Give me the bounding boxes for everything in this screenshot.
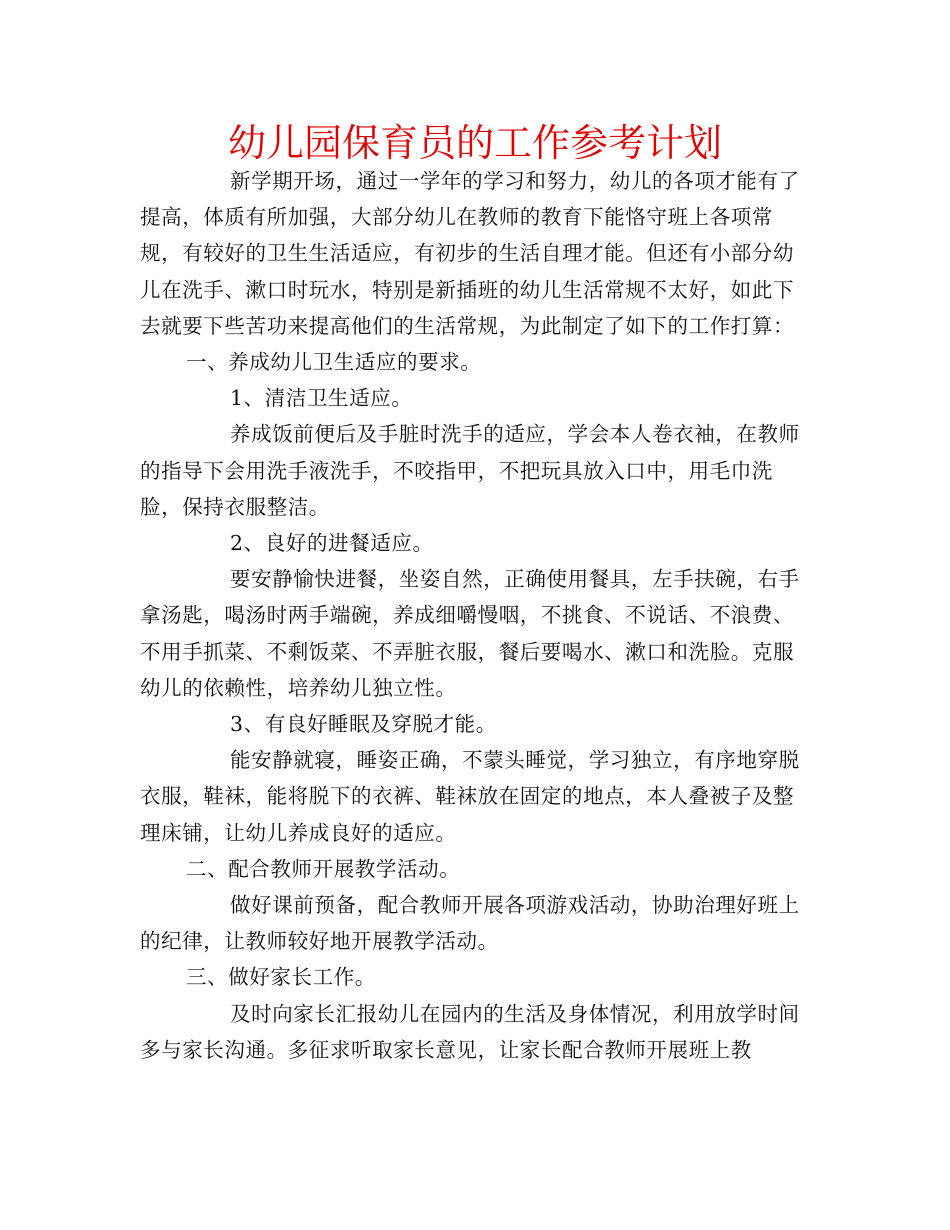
section-2-text: 做好课前预备，配合教师开展各项游戏活动，协助治理好班上的纪律，让教师较好地开展教学活动。 [140,893,800,954]
intro-paragraph: 新学期开场，通过一学年的学习和努力，幼儿的各项才能有了提高，体质有所加强，大部分幼儿在教师的教育下能恪守班上各项常规，有较好的卫生生活适应，有初步的生活自理才能。但还有小部分幼儿在洗手、漱口时玩水，特别是新插班的幼儿生活常规不太好，如此下去就要下些苦功来提高他们的生活常规，为此制定了如下的工作打算： [140,169,800,338]
section-1-item-1-text: 养成饭前便后及手脏时洗手的适应，学会本人卷衣袖，在教师的指导下会用洗手液洗手，不咬指甲，不把玩具放入口中，用毛巾洗脸，保持衣服整洁。 [140,422,800,519]
section-1-item-2-heading: 2、良好的进餐适应。 [230,531,434,556]
section-2-heading: 二、配合教师开展教学活动。 [186,856,461,881]
section-1-item-2-text: 要安静愉快进餐，坐姿自然，正确使用餐具，左手扶碗，右手拿汤匙，喝汤时两手端碗，养成细嚼慢咽，不挑食、不说话、不浪费、不用手抓菜、不剩饭菜、不弄脏衣服，餐后要喝水、漱口和洗脸。克服幼儿的依赖性，培养幼儿独立性。 [140,567,800,700]
section-1-heading: 一、养成幼儿卫生适应的要求。 [186,350,482,375]
section-1-item-3-text: 能安静就寝，睡姿正确，不蒙头睡觉，学习独立，有序地穿脱衣服，鞋袜，能将脱下的衣裤、鞋袜放在固定的地点，本人叠被子及整理床铺，让幼儿养成良好的适应。 [140,748,800,845]
document-body [140,163,812,1068]
document-title: 幼儿园保育员的工作参考计划 [227,121,722,165]
section-3-heading: 三、做好家长工作。 [186,965,376,990]
section-3-text: 及时向家长汇报幼儿在园内的生活及身体情况，利用放学时间多与家长沟通。多征求听取家长意见，让家长配合教师开展班上教 [140,1001,800,1062]
section-1-item-1-heading: 1、清洁卫生适应。 [230,386,413,411]
section-1-item-3-heading: 3、有良好睡眠及穿脱才能。 [230,712,497,737]
